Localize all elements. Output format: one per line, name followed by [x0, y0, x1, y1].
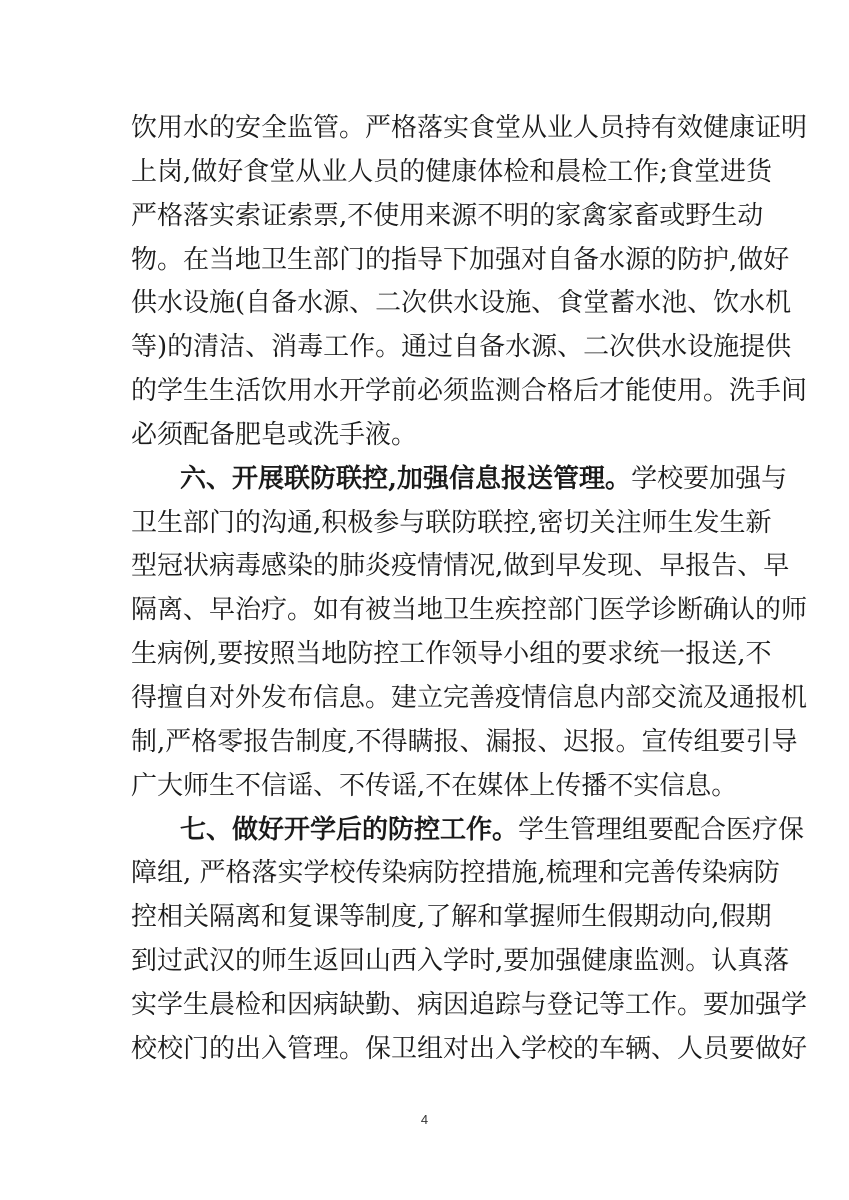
- paragraph-1-line-5: 供水设施(自备水源、二次供水设施、食堂蓄水池、饮水机: [131, 288, 792, 318]
- paragraph-1-line-2: 上岗,做好食堂从业人员的健康体检和晨检工作;食堂进货: [131, 157, 773, 187]
- paragraph-2-line-3: 型冠状病毒感染的肺炎疫情情况,做到早发现、早报告、早: [131, 551, 790, 581]
- paragraph-2-line-1-rest: 学校要加强与: [631, 464, 788, 494]
- paragraph-1-line-4: 物。在当地卫生部门的指导下加强对自备水源的防护,做好: [131, 245, 790, 275]
- paragraph-3-line-1-rest: 学生管理组要配合医疗保: [518, 815, 805, 845]
- section-7-heading: 七、做好开学后的防控工作。: [180, 815, 519, 845]
- paragraph-1-line-3: 严格落实索证索票,不使用来源不明的家禽家畜或野生动: [131, 201, 764, 231]
- paragraph-2-line-2: 卫生部门的沟通,积极参与联防联控,密切关注师生发生新: [131, 508, 772, 538]
- paragraph-3-line-5: 实学生晨检和因病缺勤、病因追踪与登记等工作。要加强学: [131, 990, 808, 1020]
- paragraph-2-line-4: 隔离、早治疗。如有被当地卫生疾控部门医学诊断确认的师: [131, 595, 808, 625]
- paragraph-2-line-6: 得擅自对外发布信息。建立完善疫情信息内部交流及通报机: [131, 683, 808, 713]
- paragraph-3-line-1: [180, 810, 805, 850]
- paragraph-3-line-3: 控相关隔离和复课等制度,了解和掌握师生假期动向,假期: [131, 902, 772, 932]
- paragraph-1-line-6: 等)的清洁、消毒工作。通过自备水源、二次供水设施提供: [131, 332, 792, 362]
- paragraph-1-line-8: 必须配备肥皂或洗手液。: [131, 420, 418, 450]
- paragraph-2-line-7: 制,严格零报告制度,不得瞒报、漏报、迟报。宣传组要引导: [131, 727, 798, 757]
- paragraph-1-line-7: 的学生生活饮用水开学前必须监测合格后才能使用。洗手间: [131, 376, 808, 406]
- paragraph-3-line-6: 校校门的出入管理。保卫组对出入学校的车辆、人员要做好: [131, 1034, 808, 1064]
- paragraph-1-line-1: 饮用水的安全监管。严格落实食堂从业人员持有效健康证明: [131, 113, 808, 143]
- paragraph-3-line-2: 障组, 严格落实学校传染病防控措施,梳理和完善传染病防: [131, 858, 780, 888]
- paragraph-2-line-5: 生病例,要按照当地防控工作领导小组的要求统一报送,不: [131, 639, 772, 669]
- paragraph-2-line-1: [180, 459, 788, 499]
- page-number: 4: [420, 1112, 429, 1127]
- paragraph-3-line-4: 到过武汉的师生返回山西入学时,要加强健康监测。认真落: [131, 946, 790, 976]
- paragraph-2-line-8: 广大师生不信谣、不传谣,不在媒体上传播不实信息。: [131, 771, 738, 801]
- section-6-heading: 六、开展联防联控,加强信息报送管理。: [180, 464, 632, 494]
